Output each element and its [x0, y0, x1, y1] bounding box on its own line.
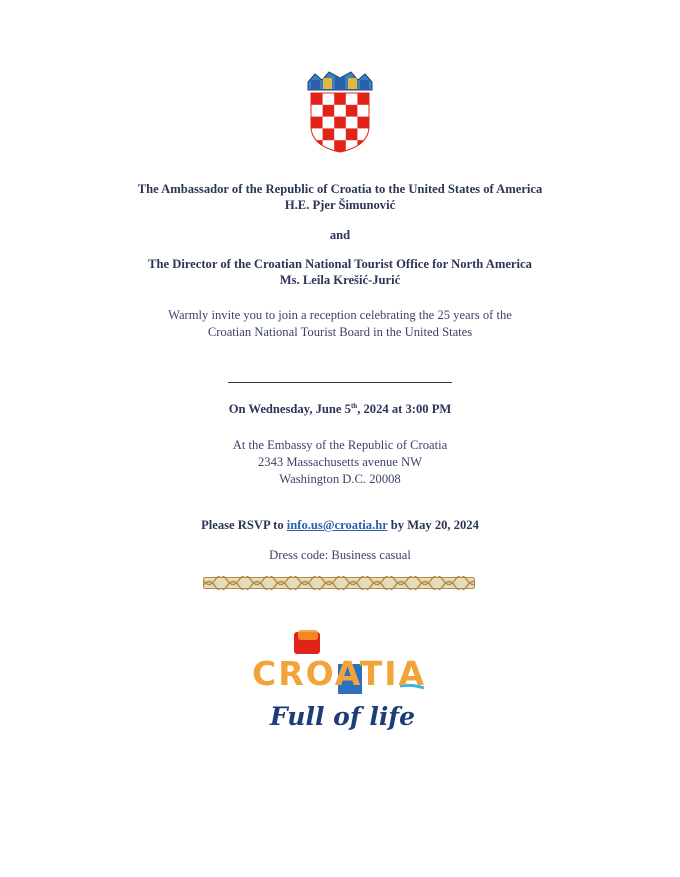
venue-line-1: At the Embassy of the Republic of Croatia [232, 438, 448, 452]
rsvp-email-link[interactable]: info.us@croatia.hr [286, 518, 388, 532]
croatia-logo-word: CROATIA [252, 654, 427, 693]
invite-line-1: Warmly invite you to join a reception celebrating the 25 years of the [168, 308, 512, 322]
invite-line-2: Croatian National Tourist Board in the United States [207, 325, 473, 339]
rsvp-line [0, 517, 680, 533]
date-prefix: On Wednesday, June 5 [228, 402, 351, 416]
event-date [0, 401, 680, 417]
date-suffix: th [350, 401, 358, 410]
conjunction: and [329, 228, 351, 242]
venue-line-3: Washington D.C. 20008 [279, 472, 401, 486]
host2-title: The Director of the Croatian National Tourist Office for North America [148, 257, 532, 271]
host1-title: The Ambassador of the Republic of Croatia to the United States of America [137, 182, 543, 196]
date-rest: , 2024 at 3:00 PM [357, 402, 452, 416]
host2-name: Ms. Leila Krešić-Jurić [279, 273, 401, 287]
rsvp-suffix: by May 20, 2024 [387, 518, 479, 532]
logo-tagline: Full of life [270, 702, 415, 731]
rsvp-prefix: Please RSVP to [201, 518, 287, 532]
braid-ornament-icon [203, 576, 475, 590]
croatian-coat-of-arms-icon [305, 68, 375, 154]
dress-code: Dress code: Business casual [269, 548, 411, 562]
divider-line [228, 382, 452, 383]
host1-name: H.E. Pjer Šimunović [284, 198, 396, 212]
venue-line-2: 2343 Massachusetts avenue NW [257, 455, 423, 469]
